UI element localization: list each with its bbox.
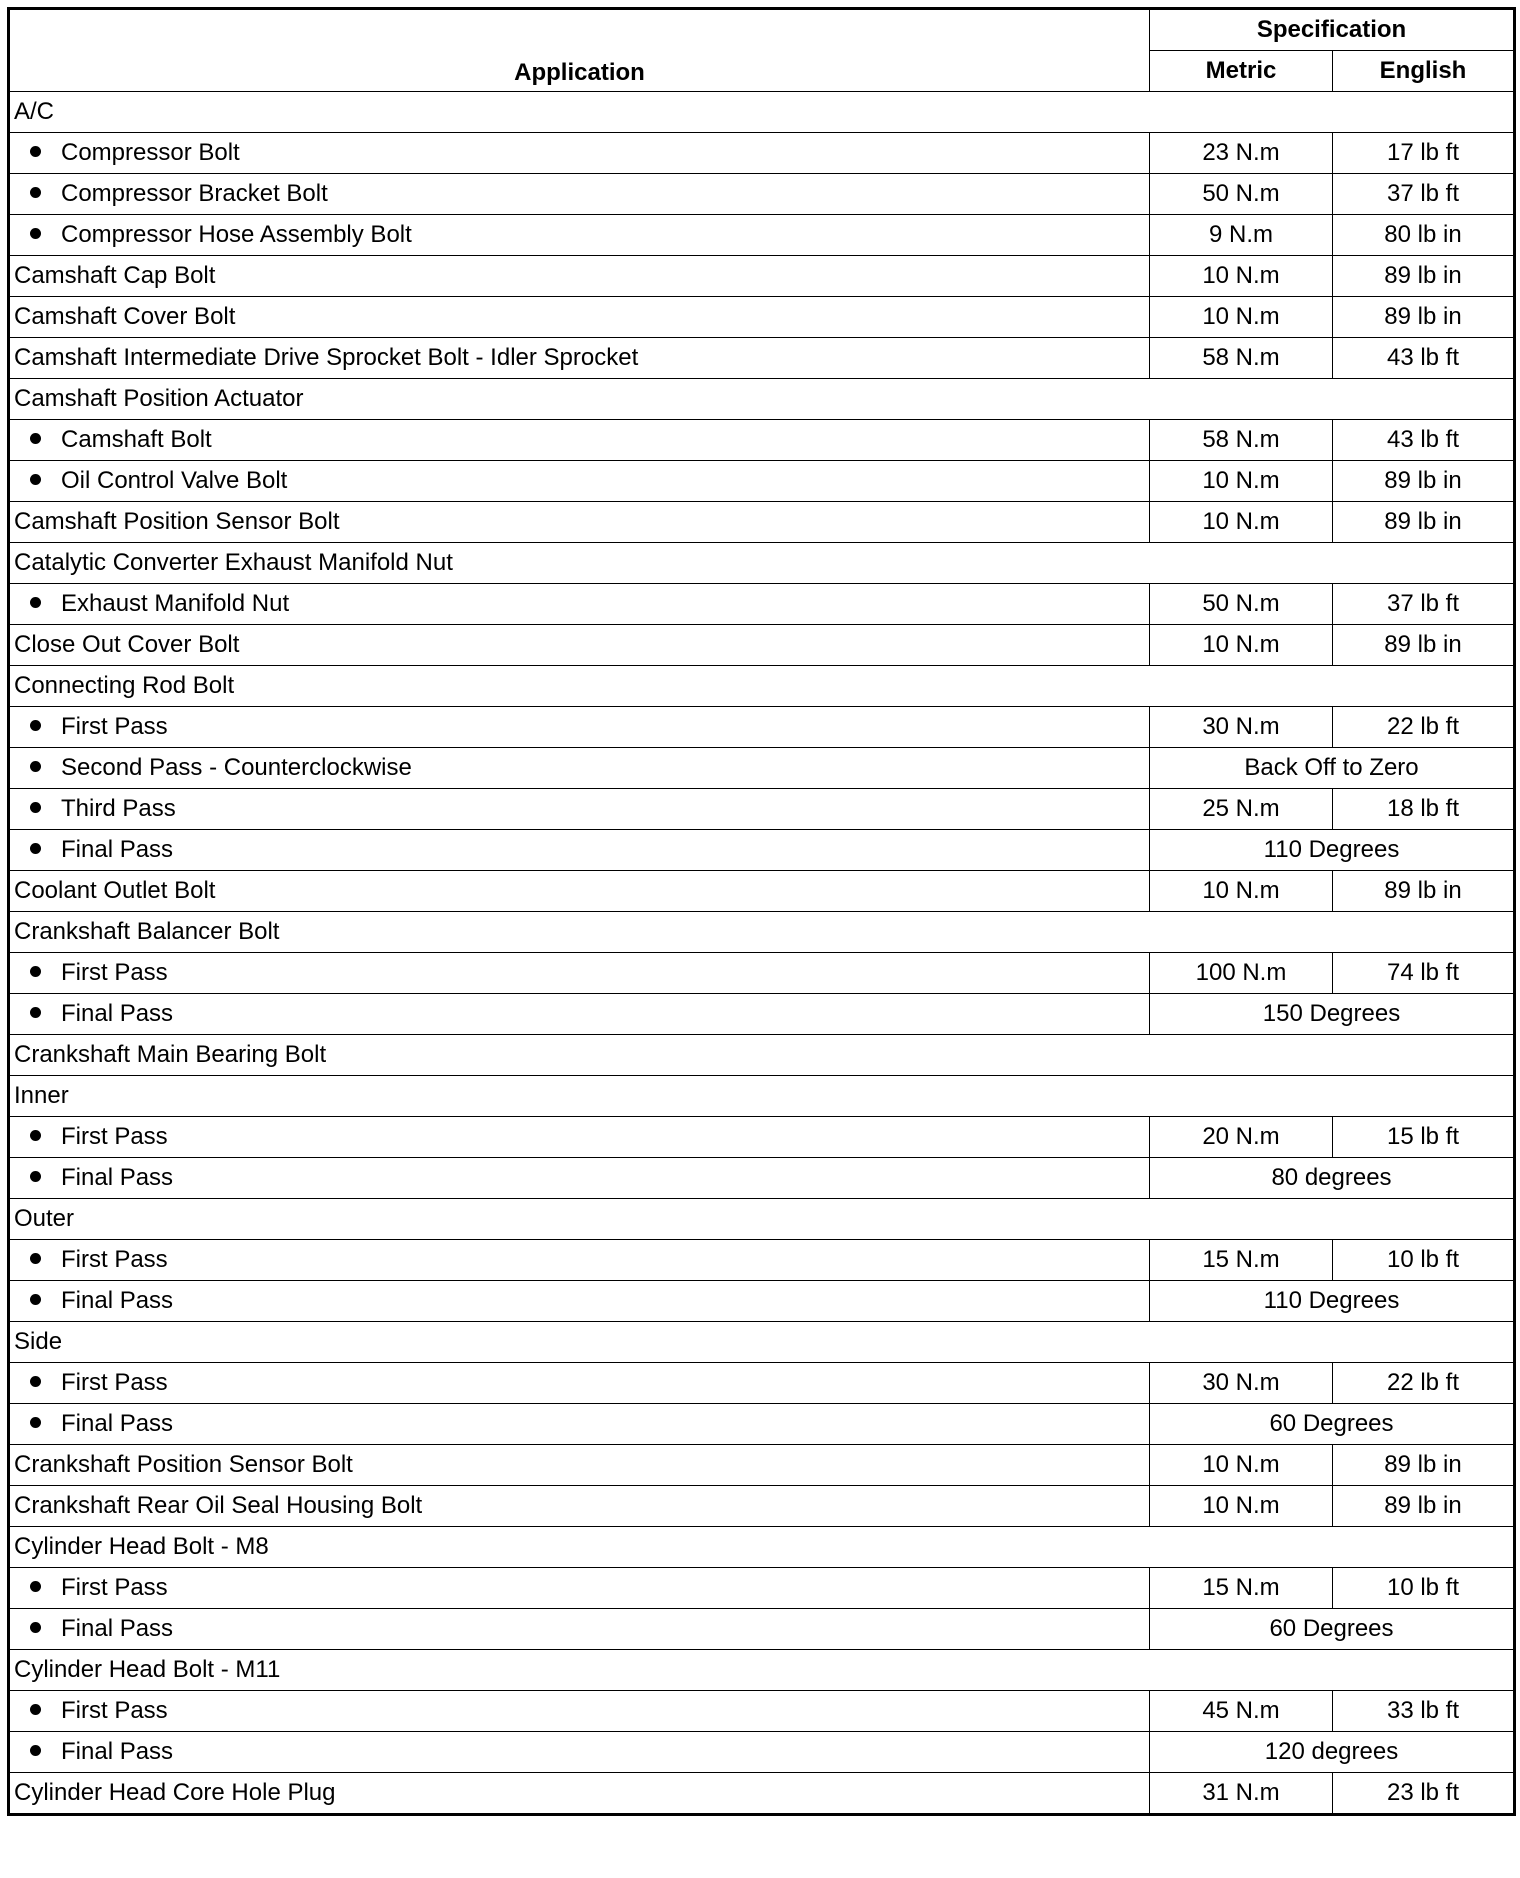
english-cell: 89 lb in <box>1333 502 1515 543</box>
combined-spec-cell: 60 Degrees <box>1150 1609 1515 1650</box>
application-cell <box>9 1568 1150 1609</box>
application-cell <box>9 379 1515 420</box>
table-row <box>9 1486 1515 1527</box>
table-row <box>9 1609 1515 1650</box>
english-cell: 33 lb ft <box>1333 1691 1515 1732</box>
application-cell <box>9 1281 1150 1322</box>
table-row <box>9 789 1515 830</box>
application-label: Catalytic Converter Exhaust Manifold Nut <box>14 549 453 576</box>
metric-header: Metric <box>1150 51 1333 92</box>
bullet-icon <box>30 1704 41 1715</box>
table-body <box>9 92 1515 1815</box>
application-cell <box>9 1363 1150 1404</box>
combined-spec-cell: 110 Degrees <box>1150 1281 1515 1322</box>
metric-cell: 58 N.m <box>1150 420 1333 461</box>
application-cell <box>9 256 1150 297</box>
application-cell <box>9 748 1150 789</box>
metric-cell: 10 N.m <box>1150 625 1333 666</box>
application-label: Connecting Rod Bolt <box>14 672 235 699</box>
application-label: First Pass <box>61 959 168 986</box>
application-label: Cylinder Head Core Hole Plug <box>14 1779 336 1806</box>
combined-spec-cell: 120 degrees <box>1150 1732 1515 1773</box>
bullet-icon <box>30 1294 41 1305</box>
bullet-icon <box>30 146 41 157</box>
metric-cell: 10 N.m <box>1150 871 1333 912</box>
application-cell <box>9 912 1515 953</box>
application-label: First Pass <box>61 713 168 740</box>
specification-header: Specification <box>1150 9 1515 51</box>
metric-cell: 25 N.m <box>1150 789 1333 830</box>
application-label: First Pass <box>61 1697 168 1724</box>
english-cell: 89 lb in <box>1333 297 1515 338</box>
table-row <box>9 1117 1515 1158</box>
application-cell <box>9 1035 1515 1076</box>
table-row <box>9 994 1515 1035</box>
application-label: Final Pass <box>61 1615 174 1642</box>
application-label: Third Pass <box>61 795 176 822</box>
table-row <box>9 1322 1515 1363</box>
application-cell <box>9 543 1515 584</box>
table-row <box>9 420 1515 461</box>
application-label: Side <box>14 1328 63 1355</box>
metric-cell: 10 N.m <box>1150 297 1333 338</box>
application-label: Camshaft Cover Bolt <box>14 303 236 330</box>
application-cell <box>9 1404 1150 1445</box>
table-row <box>9 133 1515 174</box>
fastener-spec-table <box>7 7 1516 1816</box>
english-cell: 10 lb ft <box>1333 1240 1515 1281</box>
metric-cell: 10 N.m <box>1150 256 1333 297</box>
metric-cell: 100 N.m <box>1150 953 1333 994</box>
application-cell <box>9 625 1150 666</box>
metric-cell: 10 N.m <box>1150 1486 1333 1527</box>
application-cell <box>9 1158 1150 1199</box>
bullet-icon <box>30 597 41 608</box>
table-row <box>9 871 1515 912</box>
english-cell: 15 lb ft <box>1333 1117 1515 1158</box>
application-cell <box>9 338 1150 379</box>
application-label: Outer <box>14 1205 75 1232</box>
application-cell <box>9 1199 1515 1240</box>
metric-cell: 45 N.m <box>1150 1691 1333 1732</box>
bullet-icon <box>30 966 41 977</box>
application-cell <box>9 1650 1515 1691</box>
application-cell <box>9 215 1150 256</box>
combined-spec-cell: 80 degrees <box>1150 1158 1515 1199</box>
metric-cell: 31 N.m <box>1150 1773 1333 1815</box>
application-label: Inner <box>14 1082 69 1109</box>
application-cell <box>9 1691 1150 1732</box>
bullet-icon <box>30 843 41 854</box>
english-cell: 37 lb ft <box>1333 174 1515 215</box>
application-label: Second Pass - Counterclockwise <box>61 754 412 781</box>
metric-cell: 15 N.m <box>1150 1568 1333 1609</box>
english-cell: 74 lb ft <box>1333 953 1515 994</box>
table-row <box>9 912 1515 953</box>
bullet-icon <box>30 1417 41 1428</box>
application-label: Oil Control Valve Bolt <box>61 467 288 494</box>
english-cell: 22 lb ft <box>1333 1363 1515 1404</box>
english-header: English <box>1333 51 1515 92</box>
bullet-icon <box>30 1581 41 1592</box>
table-row <box>9 174 1515 215</box>
application-label: First Pass <box>61 1123 168 1150</box>
application-cell <box>9 92 1515 133</box>
table-row <box>9 584 1515 625</box>
metric-cell: 10 N.m <box>1150 1445 1333 1486</box>
table-row <box>9 297 1515 338</box>
application-cell <box>9 871 1150 912</box>
combined-spec-cell: 110 Degrees <box>1150 830 1515 871</box>
application-label: Crankshaft Position Sensor Bolt <box>14 1451 353 1478</box>
application-label: Crankshaft Main Bearing Bolt <box>14 1041 327 1068</box>
combined-spec-cell: 60 Degrees <box>1150 1404 1515 1445</box>
application-cell <box>9 707 1150 748</box>
application-label: Final Pass <box>61 836 174 863</box>
metric-cell: 23 N.m <box>1150 133 1333 174</box>
english-cell: 89 lb in <box>1333 1486 1515 1527</box>
metric-cell: 30 N.m <box>1150 1363 1333 1404</box>
application-label: Final Pass <box>61 1000 174 1027</box>
application-label: Coolant Outlet Bolt <box>14 877 216 904</box>
table-row <box>9 830 1515 871</box>
application-label: Crankshaft Rear Oil Seal Housing Bolt <box>14 1492 423 1519</box>
bullet-icon <box>30 1171 41 1182</box>
table-row <box>9 1650 1515 1691</box>
metric-cell: 50 N.m <box>1150 174 1333 215</box>
english-cell: 89 lb in <box>1333 871 1515 912</box>
table-row <box>9 1035 1515 1076</box>
table-row <box>9 338 1515 379</box>
application-cell <box>9 789 1150 830</box>
table-row <box>9 748 1515 789</box>
english-cell: 80 lb in <box>1333 215 1515 256</box>
table-row <box>9 1281 1515 1322</box>
english-cell: 18 lb ft <box>1333 789 1515 830</box>
english-cell: 89 lb in <box>1333 256 1515 297</box>
combined-spec-cell: Back Off to Zero <box>1150 748 1515 789</box>
application-label: Close Out Cover Bolt <box>14 631 240 658</box>
metric-cell: 10 N.m <box>1150 502 1333 543</box>
table-row <box>9 379 1515 420</box>
table-row <box>9 1445 1515 1486</box>
table-row <box>9 1240 1515 1281</box>
bullet-icon <box>30 433 41 444</box>
application-cell <box>9 502 1150 543</box>
table-row <box>9 1199 1515 1240</box>
table-row <box>9 215 1515 256</box>
bullet-icon <box>30 1622 41 1633</box>
application-cell <box>9 1609 1150 1650</box>
metric-cell: 10 N.m <box>1150 461 1333 502</box>
application-cell <box>9 1240 1150 1281</box>
table-row <box>9 1732 1515 1773</box>
english-cell: 10 lb ft <box>1333 1568 1515 1609</box>
application-label: Final Pass <box>61 1287 174 1314</box>
application-cell <box>9 1445 1150 1486</box>
application-label: Camshaft Cap Bolt <box>14 262 216 289</box>
table-row <box>9 1076 1515 1117</box>
application-label: Camshaft Position Actuator <box>14 385 304 412</box>
application-label: Exhaust Manifold Nut <box>61 590 290 617</box>
metric-cell: 9 N.m <box>1150 215 1333 256</box>
english-cell: 37 lb ft <box>1333 584 1515 625</box>
application-label: Compressor Bolt <box>61 139 240 166</box>
bullet-icon <box>30 1130 41 1141</box>
application-label: Final Pass <box>61 1410 174 1437</box>
application-cell <box>9 666 1515 707</box>
table-row <box>9 461 1515 502</box>
combined-spec-cell: 150 Degrees <box>1150 994 1515 1035</box>
table-row <box>9 543 1515 584</box>
table-row <box>9 1691 1515 1732</box>
application-cell <box>9 1322 1515 1363</box>
application-cell <box>9 1117 1150 1158</box>
application-cell <box>9 584 1150 625</box>
english-cell: 17 lb ft <box>1333 133 1515 174</box>
application-label: Camshaft Bolt <box>61 426 212 453</box>
table-row <box>9 92 1515 133</box>
table-header <box>9 9 1515 92</box>
english-cell: 89 lb in <box>1333 1445 1515 1486</box>
bullet-icon <box>30 1745 41 1756</box>
bullet-icon <box>30 228 41 239</box>
application-cell <box>9 133 1150 174</box>
english-cell: 89 lb in <box>1333 625 1515 666</box>
table-row <box>9 256 1515 297</box>
table-row <box>9 625 1515 666</box>
application-cell <box>9 953 1150 994</box>
table-row <box>9 1363 1515 1404</box>
application-header: Application <box>9 9 1150 92</box>
table-row <box>9 1404 1515 1445</box>
table-row <box>9 1527 1515 1568</box>
application-label: Crankshaft Balancer Bolt <box>14 918 280 945</box>
application-label: Compressor Bracket Bolt <box>61 180 328 207</box>
table-row <box>9 1773 1515 1815</box>
application-label: First Pass <box>61 1369 168 1396</box>
application-cell <box>9 994 1150 1035</box>
table-row <box>9 1568 1515 1609</box>
metric-cell: 15 N.m <box>1150 1240 1333 1281</box>
table-row <box>9 1158 1515 1199</box>
bullet-icon <box>30 1376 41 1387</box>
application-label: Compressor Hose Assembly Bolt <box>61 221 412 248</box>
metric-cell: 58 N.m <box>1150 338 1333 379</box>
application-label: A/C <box>14 98 55 125</box>
metric-cell: 30 N.m <box>1150 707 1333 748</box>
application-cell <box>9 1527 1515 1568</box>
bullet-icon <box>30 1007 41 1018</box>
application-cell <box>9 174 1150 215</box>
application-label: Camshaft Intermediate Drive Sprocket Bolt - Idler Sprocket <box>14 344 639 371</box>
bullet-icon <box>30 474 41 485</box>
application-cell <box>9 1773 1150 1815</box>
application-label: Cylinder Head Bolt - M11 <box>14 1656 281 1683</box>
application-label: Final Pass <box>61 1164 174 1191</box>
bullet-icon <box>30 1253 41 1264</box>
english-cell: 22 lb ft <box>1333 707 1515 748</box>
application-label: Cylinder Head Bolt - M8 <box>14 1533 269 1560</box>
application-cell <box>9 297 1150 338</box>
english-cell: 23 lb ft <box>1333 1773 1515 1815</box>
bullet-icon <box>30 802 41 813</box>
application-label: First Pass <box>61 1574 168 1601</box>
english-cell: 43 lb ft <box>1333 338 1515 379</box>
bullet-icon <box>30 720 41 731</box>
table-row <box>9 953 1515 994</box>
application-cell <box>9 830 1150 871</box>
metric-cell: 50 N.m <box>1150 584 1333 625</box>
application-cell <box>9 1732 1150 1773</box>
bullet-icon <box>30 187 41 198</box>
table-row <box>9 666 1515 707</box>
bullet-icon <box>30 761 41 772</box>
application-label: First Pass <box>61 1246 168 1273</box>
application-cell <box>9 420 1150 461</box>
application-cell <box>9 1486 1150 1527</box>
application-label: Final Pass <box>61 1738 174 1765</box>
application-label: Camshaft Position Sensor Bolt <box>14 508 340 535</box>
english-cell: 43 lb ft <box>1333 420 1515 461</box>
application-cell <box>9 461 1150 502</box>
table-row <box>9 502 1515 543</box>
table-row <box>9 707 1515 748</box>
application-cell <box>9 1076 1515 1117</box>
metric-cell: 20 N.m <box>1150 1117 1333 1158</box>
english-cell: 89 lb in <box>1333 461 1515 502</box>
